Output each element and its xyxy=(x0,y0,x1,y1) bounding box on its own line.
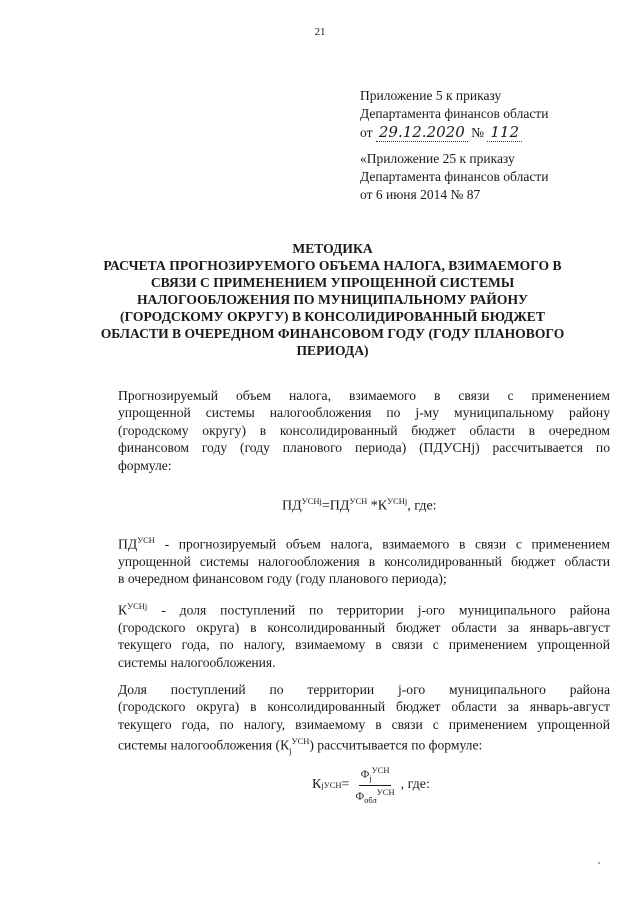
paragraph-line: упрощенной системы налогообложения в консолидированный бюджет области xyxy=(118,553,610,569)
paragraph-line: в очередном финансовом году (году планового периода); xyxy=(118,571,447,587)
formula-subscript: обл xyxy=(364,794,377,805)
formula-superscript: УСН xyxy=(349,496,368,506)
formula-term: ПД xyxy=(282,498,302,514)
title-line: ОБЛАСТИ В ОЧЕРЕДНОМ ФИНАНСОВОМ ГОДУ (ГОДУ ПЛАНОВОГО xyxy=(100,326,565,341)
symbol-superscript: УСНj xyxy=(127,601,148,611)
scan-speck xyxy=(598,862,600,864)
formula-fraction xyxy=(353,764,396,807)
paragraph-line: (городского округа) в консолидированный бюджет области за январь-август xyxy=(118,699,610,715)
appendix-current-line1: Приложение 5 к приказу xyxy=(360,88,502,103)
title-heading: МЕТОДИКА xyxy=(292,241,373,256)
appendix-current-block xyxy=(360,87,548,142)
appendix-current-date-line xyxy=(360,123,548,142)
paragraph-line: текущего года, по налогу, взимаемому в связи с применением упрощенной xyxy=(118,716,610,732)
paragraph-line: финансовом году (году планового периода) (ПДУСНj) рассчитывается по xyxy=(118,440,610,456)
title-line: НАЛОГООБЛОЖЕНИЯ ПО МУНИЦИПАЛЬНОМУ РАЙОНУ xyxy=(136,292,529,307)
paragraph-line: (городскому округу) в консолидированный бюджет области в очередном xyxy=(118,422,610,438)
formula-subscript: j xyxy=(321,780,324,791)
fraction-numerator xyxy=(359,764,392,786)
formula-superscript: УСН xyxy=(323,780,342,791)
paragraph-4 xyxy=(118,681,610,760)
title-line: ПЕРИОДА) xyxy=(296,343,369,358)
number-prefix: № xyxy=(471,125,485,140)
title-line: РАСЧЕТА ПРОГНОЗИРУЕМОГО ОБЪЕМА НАЛОГА, ВЗИМАЕМОГО В xyxy=(103,258,562,273)
appendix-original-line3: от 6 июня 2014 № 87 xyxy=(360,187,481,202)
formula-term: *К xyxy=(367,498,388,514)
paragraph-2 xyxy=(118,532,610,588)
paragraph-line: упрощенной системы налогообложения по j-му муниципальному району xyxy=(118,405,610,421)
formula-superscript: УСН xyxy=(371,765,390,775)
appendix-original-line2: Департамента финансов области xyxy=(360,169,549,184)
formula-tail: , где: xyxy=(400,777,430,793)
paragraph-line: системы налогообложения. xyxy=(118,654,276,670)
formula-superscript: УСН xyxy=(376,786,395,797)
fraction-denominator xyxy=(353,786,396,807)
handwritten-number: 112 xyxy=(487,123,522,142)
symbol-subscript: j xyxy=(289,745,292,756)
formula-term: Ф xyxy=(360,768,370,781)
paragraph-line xyxy=(118,598,610,619)
formula-equals: = xyxy=(341,777,350,793)
date-prefix: от xyxy=(360,125,373,140)
formula-term: К xyxy=(312,777,322,793)
page-number: 21 xyxy=(314,26,326,38)
formula-term: Ф xyxy=(355,790,365,803)
line-text: ) рассчитывается по формуле: xyxy=(309,737,483,753)
symbol: ПД xyxy=(118,536,138,552)
formula-tail: , где: xyxy=(407,498,437,514)
paragraph-line xyxy=(118,532,610,553)
paragraph-line xyxy=(118,733,610,760)
formula-subscript: j xyxy=(369,772,372,783)
handwritten-date: 29.12.2020 xyxy=(376,123,468,142)
paragraph-line: текущего года, по налогу, взимаемому в связи с применением упрощенной xyxy=(118,637,610,653)
document-title xyxy=(80,240,585,359)
paragraph-line: Доля поступлений по территории j-ого муниципального района xyxy=(118,682,610,697)
paragraph-line: (городского округа) в консолидированный бюджет области за январь-август xyxy=(118,619,610,635)
paragraph-line: Прогнозируемый объем налога, взимаемого в связи с применением xyxy=(118,388,610,403)
appendix-original-block xyxy=(360,150,548,204)
paragraph-3 xyxy=(118,598,610,671)
symbol-superscript: УСН xyxy=(137,535,155,545)
appendix-original-line1: «Приложение 25 к приказу xyxy=(360,151,515,166)
formula-superscript: УСНj xyxy=(301,496,322,506)
paragraph-line: формуле: xyxy=(118,457,172,473)
formula-2 xyxy=(312,764,430,807)
title-line: СВЯЗИ С ПРИМЕНЕНИЕМ УПРОЩЕННОЙ СИСТЕМЫ xyxy=(150,275,515,290)
line-text: - прогнозируемый объем налога, взимаемого в связи с применением xyxy=(154,536,610,552)
line-text: системы налогообложения (К xyxy=(118,737,290,753)
formula-term: =ПД xyxy=(321,498,350,514)
title-line: (ГОРОДСКОМУ ОКРУГУ) В КОНСОЛИДИРОВАННЫЙ БЮДЖЕТ xyxy=(120,309,545,324)
symbol-superscript: УСН xyxy=(291,736,310,747)
appendix-current-line2: Департамента финансов области xyxy=(360,106,549,121)
formula-1 xyxy=(282,496,437,515)
formula-superscript: УСНj xyxy=(387,496,408,506)
line-text: - доля поступлений по территории j-ого муниципального района xyxy=(147,602,610,618)
paragraph-1 xyxy=(118,387,610,474)
symbol: К xyxy=(118,602,128,618)
